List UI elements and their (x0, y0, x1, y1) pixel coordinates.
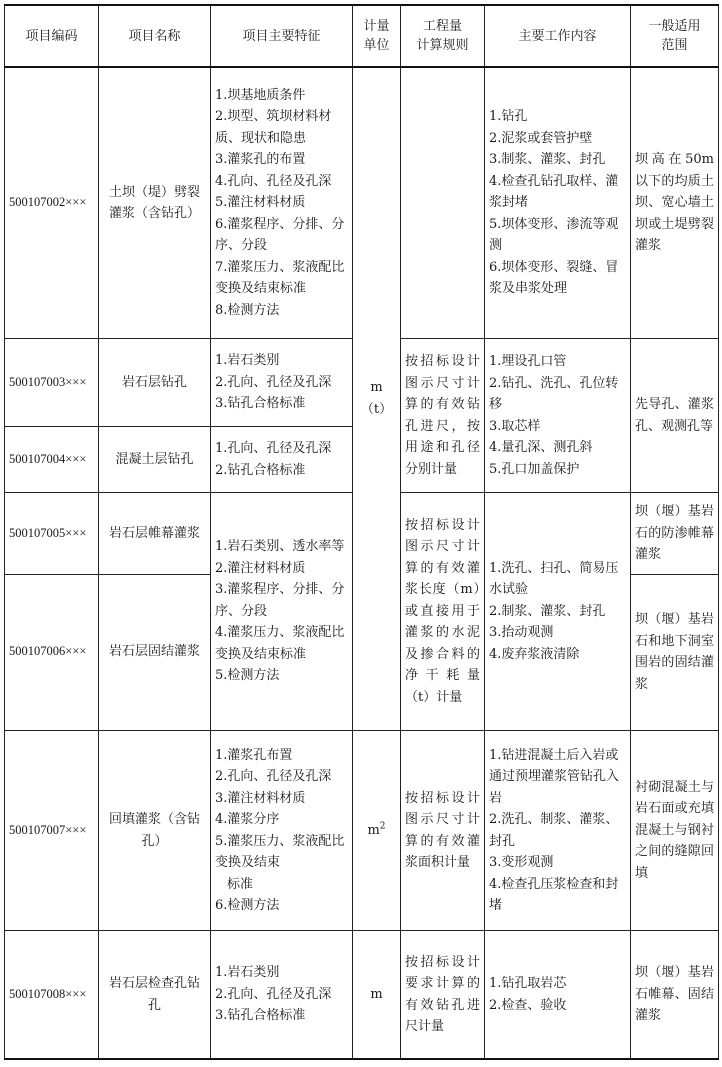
header-unit: 计量 单位 (353, 5, 401, 67)
header-features: 项目主要特征 (211, 5, 353, 67)
feature-line: 1.岩石类别、透水率等 (215, 539, 345, 555)
item-work (485, 931, 631, 1059)
work-line: 4.量孔深、测孔斜 (489, 440, 593, 456)
item-code: 500107008××× (5, 931, 99, 1059)
item-work (485, 67, 631, 339)
item-rule: 按招标设计图示尺寸计算的有效灌浆长度（m）或直接用于灌浆的水泥及掺合料的净干耗量（t）计量 (401, 493, 485, 730)
work-line: 1.洗孔、扫孔、简易压水试验 (489, 560, 619, 598)
item-name: 混凝土层钻孔 (99, 427, 211, 493)
work-line: 1.钻孔取岩芯 (489, 976, 567, 992)
item-name: 回填灌浆（含钻孔） (99, 730, 211, 930)
unit-sup: 2 (379, 821, 386, 832)
item-name: 岩石层检查孔钻孔 (99, 931, 211, 1059)
table-row (5, 931, 719, 1059)
item-features (211, 67, 353, 339)
feature-line: 6.检测方法 (215, 898, 280, 913)
item-name: 土坝（堤）劈裂灌浆（含钻孔） (99, 67, 211, 339)
feature-line: 2.孔向、孔径及孔深 (215, 986, 332, 1002)
header-scope: 一般适用 范围 (631, 5, 719, 67)
item-rule: 按招标设计图示尺寸计算的有效灌浆面积计量 (401, 730, 485, 930)
item-name: 岩石层固结灌浆 (99, 574, 211, 730)
feature-line: 2.钻孔合格标准 (215, 462, 306, 478)
item-name: 岩石层帷幕灌浆 (99, 493, 211, 574)
item-rule: 按招标设计图示尺寸计算的有效钻孔进尺，按用途和孔径分别计量 (401, 339, 485, 493)
item-work (485, 730, 631, 930)
work-line: 3.抬动观测 (489, 625, 554, 641)
work-line: 4.废弃浆液清除 (489, 646, 580, 662)
item-code: 500107004××× (5, 427, 99, 493)
item-scope: 坝高在50m以下的均质土坝、宽心墙土坝或土堤劈裂灌浆 (631, 67, 719, 339)
work-line: 1.钻进混凝土后入岩或通过预埋灌浆管钻孔入岩 (489, 747, 620, 806)
feature-line: 2.孔向、孔径及孔深 (215, 374, 332, 390)
work-line: 5.坝体变形、渗流等观测 (489, 216, 619, 254)
work-line: 2.钻孔、洗孔、孔位转移 (489, 375, 619, 413)
header-name: 项目名称 (99, 5, 211, 67)
unit-base: m (367, 822, 380, 838)
feature-line: 1.孔向、孔径及孔深 (215, 441, 332, 457)
feature-line: 2.孔向、孔径及孔深 (215, 769, 332, 784)
table-row (5, 67, 719, 339)
item-features (211, 339, 353, 427)
item-code: 500107002××× (5, 67, 99, 339)
unit-cell: m (353, 931, 401, 1059)
header-row (5, 5, 719, 67)
work-line: 5.孔口加盖保护 (489, 461, 580, 477)
work-line: 2.洗孔、制浆、灌浆、封孔 (489, 812, 619, 849)
item-work (485, 339, 631, 493)
item-scope: 坝（堰）基岩石和地下洞室围岩的固结灌浆 (631, 574, 719, 730)
rule-cell-empty (401, 67, 485, 339)
header-work: 主要工作内容 (485, 5, 631, 67)
work-line: 3.变形观测 (489, 855, 554, 870)
work-line: 3.制浆、灌浆、封孔 (489, 152, 606, 168)
work-line: 2.制浆、灌浆、封孔 (489, 603, 606, 619)
feature-line: 3.灌浆孔的布置 (215, 152, 306, 168)
unit-cell: m （t） (353, 67, 401, 730)
header-rule: 工程量 计算规则 (401, 5, 485, 67)
item-features (211, 931, 353, 1059)
feature-line: 3.钻孔合格标准 (215, 1008, 306, 1024)
work-line: 3.取芯样 (489, 418, 541, 434)
item-name: 岩石层钻孔 (99, 339, 211, 427)
feature-line: 4.灌浆压力、浆液配比变换及结束标准 (215, 625, 345, 662)
item-scope: 先导孔、灌浆孔、观测孔等 (631, 339, 719, 493)
feature-line: 1.岩石类别 (215, 353, 280, 369)
item-scope: 衬砌混凝土与岩石面或充填混凝土与钢衬之间的缝隙回填 (631, 730, 719, 930)
item-features (211, 493, 353, 730)
item-scope: 坝（堰）基岩石帷幕、固结灌浆 (631, 931, 719, 1059)
item-code: 500107003××× (5, 339, 99, 427)
item-code: 500107006××× (5, 574, 99, 730)
feature-line: 5.灌注材料材质 (215, 195, 306, 211)
feature-line: 7.灌浆压力、浆液配比变换及结束标准 (215, 259, 345, 297)
work-line: 1.埋设孔口管 (489, 354, 567, 370)
work-line: 6.坝体变形、裂缝、冒浆及串浆处理 (489, 259, 619, 297)
feature-line: 4.灌浆分序 (215, 812, 280, 827)
feature-line: 2.坝型、筑坝材料材质、现状和隐患 (215, 109, 332, 146)
work-line: 4.检查孔压浆检查和封堵 (489, 876, 619, 913)
item-rule: 按招标设计要求计算的有效钻孔进尺计量 (401, 931, 485, 1059)
feature-line: 5.检测方法 (215, 668, 280, 684)
table-row (5, 730, 719, 930)
unit-cell (353, 730, 401, 930)
work-line: 2.检查、验收 (489, 997, 567, 1013)
feature-line: 6.灌浆程序、分排、分序、分段 (215, 216, 345, 254)
feature-line: 3.钻孔合格标准 (215, 396, 306, 412)
item-code: 500107005××× (5, 493, 99, 574)
item-code: 500107007××× (5, 730, 99, 930)
work-line: 1.钻孔 (489, 109, 528, 125)
feature-line: 5.灌浆压力、浆液配比变换及结束 (215, 833, 345, 870)
item-features (211, 730, 353, 930)
feature-line: 3.灌注材料材质 (215, 790, 306, 806)
feature-line: 4.孔向、孔径及孔深 (215, 173, 332, 189)
bill-of-quantities-table (4, 4, 719, 1060)
feature-line: 3.灌浆程序、分排、分序、分段 (215, 582, 345, 619)
feature-line: 1.灌浆孔布置 (215, 747, 293, 763)
feature-line: 2.灌注材料材质 (215, 560, 306, 576)
header-code: 项目编码 (5, 5, 99, 67)
feature-line: 1.坝基地质条件 (215, 87, 306, 103)
feature-line: 8.检测方法 (215, 302, 280, 318)
work-line: 4.检查孔钻孔取样、灌浆封堵 (489, 173, 619, 211)
item-scope: 坝（堰）基岩石的防渗帷幕灌浆 (631, 493, 719, 574)
work-line: 2.泥浆或套管护壁 (489, 130, 593, 146)
feature-line: 1.岩石类别 (215, 965, 280, 981)
spec-page (4, 4, 718, 1060)
item-features (211, 427, 353, 493)
feature-line: 标准 (227, 876, 254, 892)
item-work (485, 493, 631, 730)
